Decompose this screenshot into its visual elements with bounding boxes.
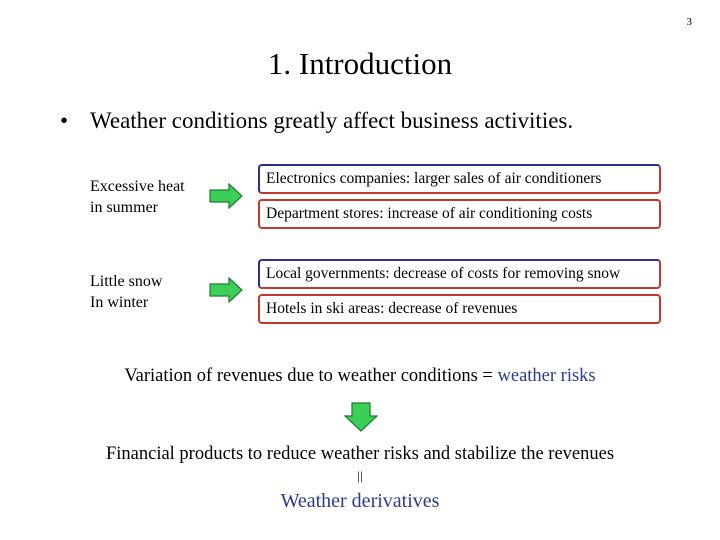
cause-line: Excessive heat — [90, 178, 185, 195]
equivalence-mark: || — [357, 468, 363, 483]
weather-derivatives-label: Weather derivatives — [280, 490, 440, 512]
effect-text: Electronics companies: larger sales of air conditioners — [266, 170, 602, 187]
effect-box-electronics — [258, 164, 661, 194]
page-number: 3 — [686, 16, 692, 28]
cause-line: in summer — [90, 199, 158, 216]
financial-products-text: Financial products to reduce weather risks and stabilize the revenues — [105, 444, 615, 464]
weather-risk-definition — [0, 366, 720, 387]
right-arrow-icon — [209, 277, 243, 303]
effect-text: Hotels in ski areas: decrease of revenues — [266, 300, 518, 317]
bullet-point — [60, 108, 573, 134]
slide-title: 1. Introduction — [267, 46, 453, 81]
effect-text: Department stores: increase of air conditioning costs — [266, 205, 593, 222]
cause-excessive-heat — [90, 176, 185, 218]
bullet-text: Weather conditions greatly affect business activities. — [90, 108, 574, 133]
right-arrow-icon — [209, 183, 243, 209]
bullet-marker: • — [60, 108, 69, 133]
effect-box-local-governments — [258, 259, 661, 289]
cause-line: Little snow — [90, 273, 163, 290]
down-arrow-icon — [344, 402, 378, 432]
effect-text: Local governments: decrease of costs for removing snow — [266, 265, 621, 282]
cause-little-snow — [90, 271, 162, 313]
effect-box-ski-hotels — [258, 294, 661, 324]
weather-risks-term: weather risks — [497, 366, 596, 386]
summary-text: Variation of revenues due to weather conditions = — [124, 366, 498, 386]
cause-line: In winter — [90, 294, 149, 311]
effect-box-department-stores — [258, 199, 661, 229]
